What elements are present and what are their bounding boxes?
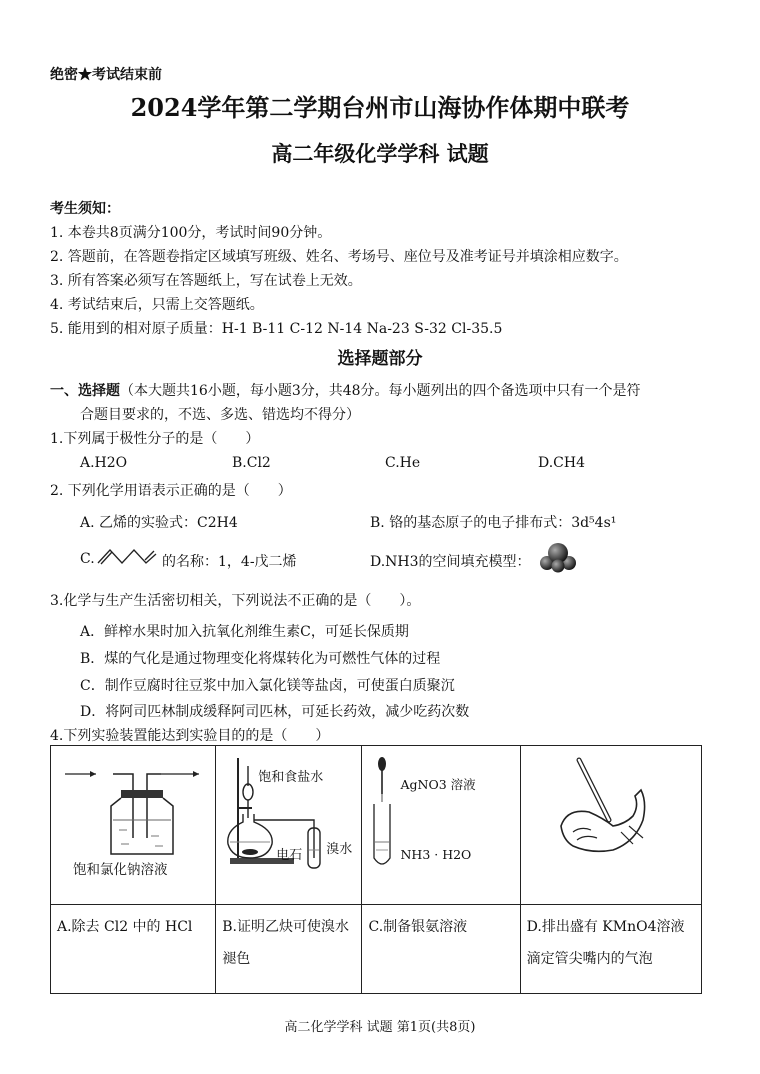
part1-desc-line2: 合题目要求的，不选、多选、错选均不得分） [80, 407, 360, 423]
q1-option-a: A.H2O [80, 455, 128, 471]
burette-hand-icon [521, 746, 702, 904]
q2-stem: 2. 下列化学用语表示正确的是（ ） [50, 483, 292, 499]
exam-subtitle: 高二年级化学学科 试题 [271, 141, 489, 166]
q4-caption-d-cell [520, 905, 701, 994]
q2-option-a: A. 乙烯的实验式：C2H4 [80, 515, 238, 531]
fig-b-stone-label: 电石 [276, 848, 303, 863]
q2-option-d: D.NH3的空间填充模型： [370, 554, 531, 570]
q4-caption-a: A.除去 Cl2 中的 HCl [57, 919, 193, 935]
q4-apparatus-table [50, 745, 702, 994]
q4-figure-a [51, 746, 216, 905]
q4-figure-c [362, 746, 520, 905]
notice-item-4: 4. 考试结束后，只需上交答题纸。 [50, 297, 264, 313]
notice-item-3: 3. 所有答案必须写在答题纸上，写在试卷上无效。 [50, 273, 362, 289]
part1-desc-line1: （本大题共16小题，每小题3分，共48分。每小题列出的四个备选项中只有一个是符 [120, 383, 641, 399]
q4-figure-b [216, 746, 362, 905]
pentadiene-skeletal-icon [96, 546, 158, 566]
fig-c-bottom-label: NH3 · H2O [400, 847, 472, 862]
gas-washing-bottle-icon [51, 746, 216, 904]
q4-caption-c-cell [362, 905, 520, 994]
notice-heading: 考生须知： [50, 201, 120, 217]
q2-option-c-text: 的名称：1，4-戊二烯 [162, 554, 297, 570]
q3-option-b: B．煤的气化是通过物理变化将煤转化为可燃性气体的过程 [80, 651, 441, 667]
q3-stem: 3.化学与生产生活密切相关，下列说法不正确的是（ ）。 [50, 593, 421, 609]
q4-caption-d: D.排出盛有 KMnO4溶液滴定管尖嘴内的气泡 [526, 919, 685, 967]
part1-label: 一、选择题 [50, 383, 120, 399]
notice-item-1: 1. 本卷共8页满分100分，考试时间90分钟。 [50, 225, 332, 241]
q4-stem: 4.下列实验装置能达到实验目的的是（ ） [50, 728, 330, 744]
q3-option-c: C．制作豆腐时往豆浆中加入氯化镁等盐卤，可使蛋白质聚沉 [80, 678, 455, 694]
notice-item-2: 2. 答题前，在答题卷指定区域填写班级、姓名、考场号、座位号及准考证号并填涂相应数字。 [50, 249, 628, 265]
fig-b-top-label: 饱和食盐水 [258, 770, 324, 785]
section-title: 选择题部分 [337, 349, 423, 369]
q1-stem: 1.下列属于极性分子的是（ ） [50, 431, 260, 447]
q1-option-c: C.He [385, 455, 421, 471]
q3-option-a: A．鲜榨水果时加入抗氧化剂维生素C，可延长保质期 [80, 624, 409, 640]
secret-mark: 绝密★考试结束前 [50, 67, 162, 83]
dropper-test-tube-icon [362, 746, 520, 904]
fig-c-top-label: AgNO3 溶液 [400, 777, 476, 792]
nh3-space-filling-model-icon [538, 541, 578, 573]
q3-option-d: D．将阿司匹林制成缓释阿司匹林，可延长药效，减少吃药次数 [80, 704, 470, 720]
q4-figure-d [520, 746, 701, 905]
q4-caption-b: B.证明乙炔可使溴水褪色 [222, 919, 349, 967]
notice-item-5: 5. 能用到的相对原子质量：H-1 B-11 C-12 N-14 Na-23 S-32 Cl-35.5 [50, 321, 503, 337]
q4-caption-c: C.制备银氨溶液 [368, 919, 468, 935]
q2-option-c-prefix: C. [80, 551, 95, 567]
q2-option-b: B. 铬的基态原子的电子排布式：3d⁵4s¹ [370, 515, 617, 531]
q4-caption-b-cell [216, 905, 362, 994]
q4-caption-a-cell [51, 905, 216, 994]
fig-b-bromine-label: 溴水 [326, 842, 353, 857]
q1-option-d: D.CH4 [538, 455, 586, 471]
page-footer: 高二化学学科 试题 第1页(共8页) [284, 1020, 476, 1035]
q1-option-b: B.Cl2 [232, 455, 271, 471]
fig-a-label: 饱和氯化钠溶液 [73, 862, 168, 878]
exam-title: 2024学年第二学期台州市山海协作体期中联考 [130, 93, 630, 122]
part1-description [50, 380, 641, 400]
